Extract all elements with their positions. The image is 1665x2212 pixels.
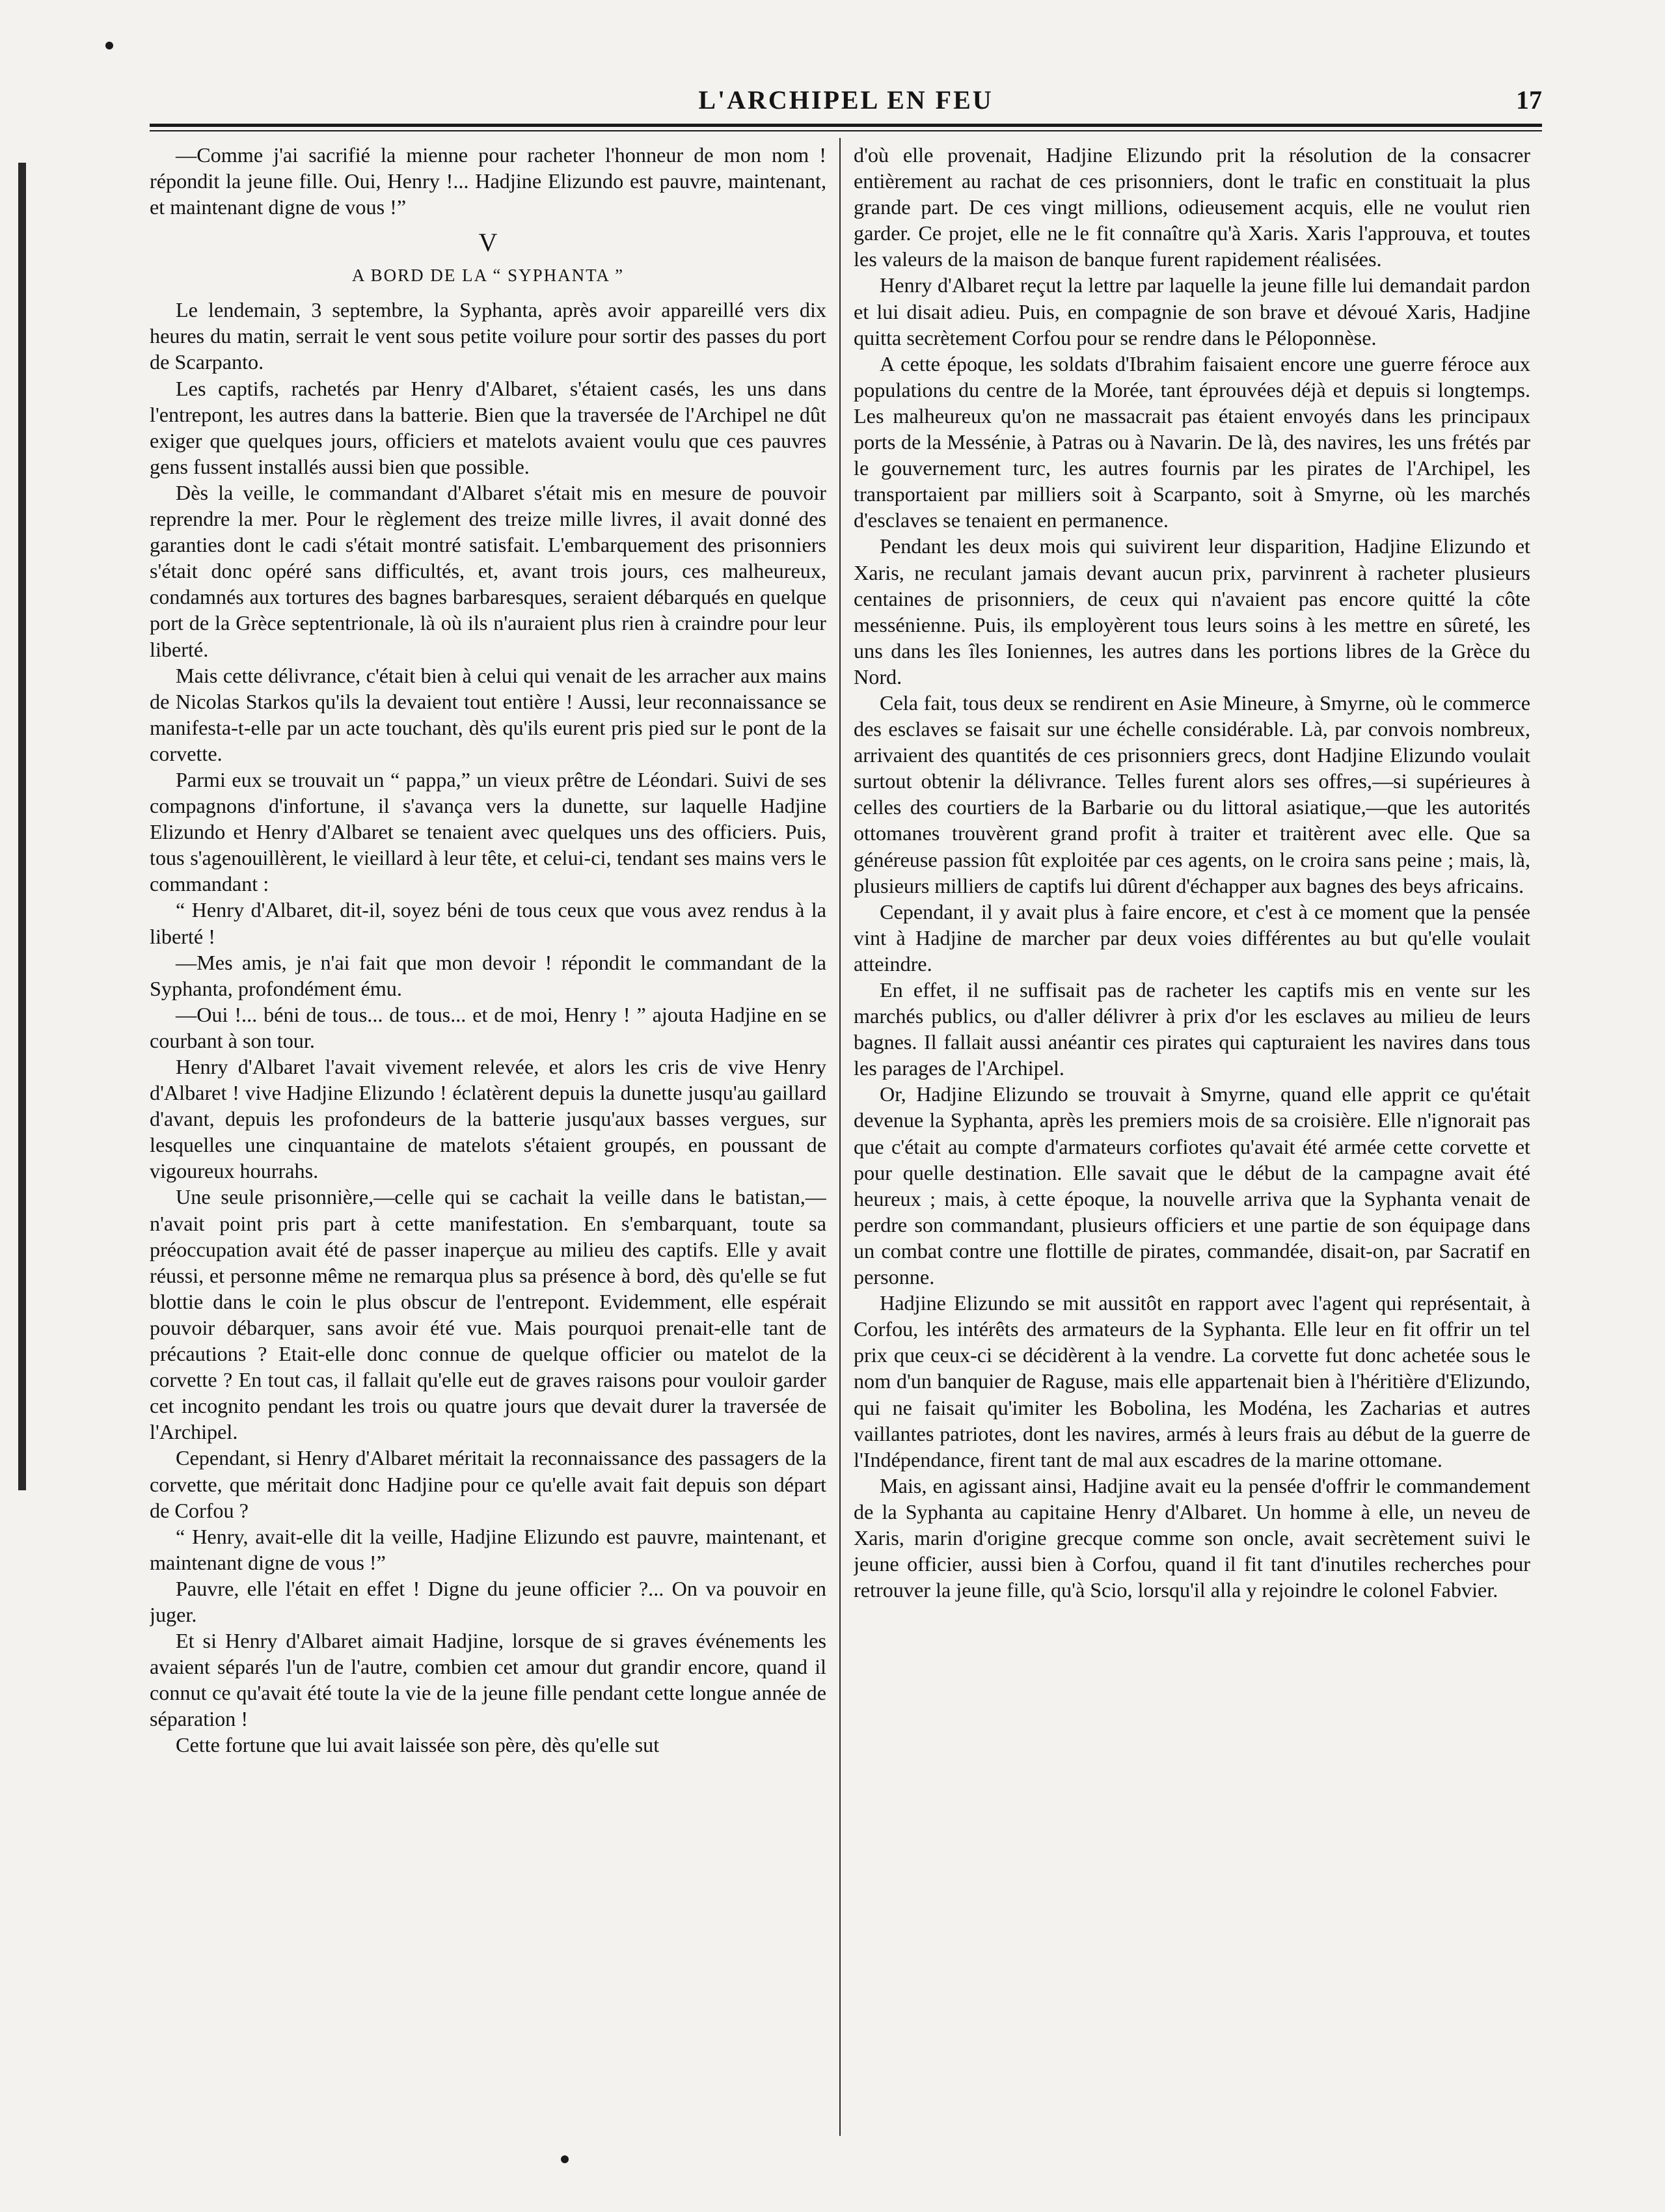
paragraph: Mais cette délivrance, c'était bien à celui qui venait de les arracher aux mains de Nicolas Starkos qu'ils la devaient tout entière ! Aussi, leur reconnaissance se manifesta-t-elle par un acte touchant, dès qu'ils eurent pris pied sur le pont de la corvette. bbox=[150, 663, 826, 765]
paragraph: Une seule prisonnière,—celle qui se cachait la veille dans le batistan,—n'avait point pris part à cette manifestation. En s'embarquant, toute sa préoccupation avait été de passer inaperçue au milieu des captifs. Elle y avait réussi, et personne même ne remarqua plus sa présence à bord, dès qu'elle se fut blottie dans le coin le plus obscur de l'entrepont. Evidemment, elle espérait pouvoir débarquer, sans avoir été vue. Mais pourquoi prenait-elle tant de précautions ? Etait-elle donc connue de quelque officier ou matelot de la corvette ? En tout cas, il fallait qu'elle eut de graves raisons pour vouloir garder cet incognito pendant les trois ou quatre jours que devait durer la traversée de l'Archipel. bbox=[150, 1185, 826, 1444]
paragraph: —Oui !... béni de tous... de tous... et de moi, Henry ! ” ajouta Hadjine en se courbant à son tour. bbox=[150, 1002, 826, 1052]
paragraph: d'où elle provenait, Hadjine Elizundo prit la résolution de la consacrer entièrement au rachat de ces prisonniers, dont le trafic en constituait la plus grande part. De ces vingt millions, odieusement acquis, elle ne voulut rien garder. Ce projet, elle ne le fit connaître qu'à Xaris. Xaris l'approuva, et toutes les valeurs de la maison de banque furent rapidement réalisées. bbox=[854, 143, 1530, 271]
paragraph: Or, Hadjine Elizundo se trouvait à Smyrne, quand elle apprit ce qu'était devenue la Syphanta, après les premiers mois de sa croisière. Elle n'ignorait pas que c'était au compte d'armateurs corfiotes qu'avait été armée cette corvette et pour quelle destination. Elle savait que le début de la campagne avait été heureux ; mais, à cette époque, la nouvelle arriva que la Syphanta venait de perdre son commandant, plusieurs officiers et une partie de son équipage dans un combat contre une flottille de pirates, commandée, disait-on, par Sacratif en personne. bbox=[854, 1082, 1530, 1289]
page-number: 17 bbox=[1516, 85, 1542, 115]
paragraph: Cela fait, tous deux se rendirent en Asie Mineure, à Smyrne, où le commerce des esclaves se faisait sur une échelle considérable. Là, par convois nombreux, arrivaient des quantités de ces prisonniers grecs, dont Hadjine Elizundo voulait surtout obtenir la délivrance. Telles furent alors ses offres,—si supérieures à celles des courtiers de la Barbarie ou du littoral asiatique,—que les autorités ottomanes trouvèrent grand profit à traiter et traitèrent avec elle. Que sa généreuse passion fût exploitée par ces agents, on le croira sans peine ; mais, là, plusieurs milliers de captifs lui dûrent d'échapper aux bagnes des beys africains. bbox=[854, 690, 1530, 897]
paragraph: Hadjine Elizundo se mit aussitôt en rapport avec l'agent qui représentait, à Corfou, les intérêts des armateurs de la Syphanta. Elle leur en fit offrir un tel prix que ceux-ci se décidèrent à la vendre. La corvette fut donc achetée sous le nom d'un banquier de Raguse, mais elle appartenait bien à l'héritière d'Elizundo, qui ne faisait qu'imiter les Bobolina, les Modéna, les Zacharias et autres vaillantes patriotes, dont les navires, armés à leurs frais au début de la guerre de l'Indépendance, firent tant de mal aux escadres de la marine ottomane. bbox=[854, 1291, 1530, 1471]
right-column bbox=[854, 142, 1530, 2127]
running-title: L'ARCHIPEL EN FEU bbox=[698, 85, 994, 115]
header-rule-thin bbox=[150, 130, 1542, 131]
paragraph: Cependant, il y avait plus à faire encore, et c'est à ce moment que la pensée vint à Hadjine de marcher par deux voies différentes au but qu'elle voulait atteindre. bbox=[854, 899, 1530, 976]
binding-edge-mark bbox=[18, 163, 26, 1490]
margin-dot bbox=[561, 2155, 569, 2163]
paragraph: Parmi eux se trouvait un “ pappa,” un vieux prêtre de Léondari. Suivi de ses compagnons d'infortune, il s'avança vers la dunette, sur laquelle Hadjine Elizundo et Henry d'Albaret se tenaient avec quelques uns des officiers. Puis, tous s'agenouillèrent, le vieillard à leur tête, et celui-ci, tendant ses mains vers le commandant : bbox=[150, 767, 826, 896]
paragraph: “ Henry, avait-elle dit la veille, Hadjine Elizundo est pauvre, maintenant, et maintenant digne de vous !” bbox=[150, 1524, 826, 1574]
chapter-title: A BORD DE LA “ SYPHANTA ” bbox=[351, 266, 625, 286]
paragraph: Mais, en agissant ainsi, Hadjine avait eu la pensée d'offrir le commandement de la Syphanta au capitaine Henry d'Albaret. Un homme à elle, un neveu de Xaris, marin d'origine grecque comme son oncle, avait secrètement suivi le jeune officier, aussi bien à Corfou, quand il fit tant d'inutiles recherches pour retrouver la jeune fille, qu'à Scio, lorsqu'il alla y rejoindre le colonel Fabvier. bbox=[854, 1473, 1530, 1602]
paragraph: “ Henry d'Albaret, dit-il, soyez béni de tous ceux que vous avez rendus à la liberté ! bbox=[150, 898, 826, 948]
paragraph: Pendant les deux mois qui suivirent leur disparition, Hadjine Elizundo et Xaris, ne reculant jamais devant aucun prix, parvinrent à racheter plusieurs centaines de prisonniers, de ceux qui n'avaient pas encore quitté la côte messénienne. Puis, ils employèrent tous leurs soins à les mettre en sûreté, les uns dans les îles Ioniennes, les autres dans les portions libres de la Grèce du Nord. bbox=[854, 534, 1530, 689]
chapter-number: V bbox=[478, 228, 498, 258]
paragraph: Cependant, si Henry d'Albaret méritait la reconnaissance des passagers de la corvette, que méritait donc Hadjine pour ce qu'elle avait fait depuis son départ de Corfou ? bbox=[150, 1446, 826, 1522]
left-column bbox=[150, 142, 826, 2127]
paragraph: A cette époque, les soldats d'Ibrahim faisaient encore une guerre féroce aux populations du centre de la Morée, tant éprouvées déjà et depuis si longtemps. Les malheureux qu'on ne massacrait pas étaient envoyés dans les principaux ports de la Messénie, à Patras ou à Navarin. De là, des navires, les uns frétés par le gouvernement turc, les autres fournis par les pirates de l'Archipel, les transportaient par milliers soit à Scarpanto, soit à Smyrne, où les marchés d'esclaves se tenaient en permanence. bbox=[854, 351, 1530, 532]
paragraph: —Mes amis, je n'ai fait que mon devoir ! répondit le commandant de la Syphanta, profondément ému. bbox=[150, 950, 826, 1000]
paragraph: Cette fortune que lui avait laissée son père, dès qu'elle sut bbox=[176, 1733, 660, 1757]
paragraph: En effet, il ne suffisait pas de racheter les captifs mis en vente sur les marchés publics, ou d'aller délivrer à prix d'or les esclaves au milieu de leurs bagnes. Il fallait aussi anéantir ces pirates qui capturaient les navires dans tous les parages de l'Archipel. bbox=[854, 978, 1530, 1080]
paragraph: Les captifs, rachetés par Henry d'Albaret, s'étaient casés, les uns dans l'entrepont, les autres dans la batterie. Bien que la traversée de l'Archipel ne dût exiger que quelques jours, officiers et matelots avaient voulu que ces pauvres gens fussent installés aussi bien que possible. bbox=[150, 376, 826, 478]
paragraph: Et si Henry d'Albaret aimait Hadjine, lorsque de si graves événements les avaient séparés l'un de l'autre, combien cet amour dut grandir encore, quand il connut ce qu'avait été toute la vie de la jeune fille pendant cette longue année de séparation ! bbox=[150, 1629, 826, 1731]
paragraph: Pauvre, elle l'était en effet ! Digne du jeune officier ?... On va pouvoir en juger. bbox=[150, 1576, 826, 1626]
header-rule bbox=[150, 124, 1542, 127]
paragraph: Dès la veille, le commandant d'Albaret s'était mis en mesure de pouvoir reprendre la mer. Pour le règlement des treize mille livres, il avait donné des garanties dont le cadi s'était montré satisfait. L'embarquement des prisonniers s'était donc opéré sans difficultés, et, avant trois jours, ces malheureux, condamnés aux tortures des bagnes barbaresques, seraient débarqués en quelque port de la Grèce septentrionale, là où ils n'auraient plus rien à craindre pour leur liberté. bbox=[150, 480, 826, 661]
margin-dot bbox=[105, 42, 113, 49]
paragraph: Le lendemain, 3 septembre, la Syphanta, après avoir appareillé vers dix heures du matin, serrait le vent sous petite voilure pour sortir des passes du port de Scarpanto. bbox=[150, 298, 826, 374]
column-divider bbox=[839, 138, 841, 2136]
paragraph: Henry d'Albaret l'avait vivement relevée, et alors les cris de vive Henry d'Albaret ! vive Hadjine Elizundo ! éclatèrent depuis la dunette jusqu'au gaillard d'avant, depuis les profondeurs de la batterie jusqu'aux basses vergues, sur lesquelles une cinquantaine de matelots s'étaient groupés, en poussant de vigoureux hourrahs. bbox=[150, 1055, 826, 1183]
paragraph: Henry d'Albaret reçut la lettre par laquelle la jeune fille lui demandait pardon et lui disait adieu. Puis, en compagnie de son brave et dévoué Xaris, Hadjine quitta secrètement Corfou pour se rendre dans le Péloponnèse. bbox=[854, 273, 1530, 349]
page-header bbox=[150, 79, 1542, 125]
paragraph: —Comme j'ai sacrifié la mienne pour racheter l'honneur de mon nom ! répondit la jeune fille. Oui, Henry !... Hadjine Elizundo est pauvre, maintenant, et maintenant digne de vous !” bbox=[150, 143, 826, 219]
